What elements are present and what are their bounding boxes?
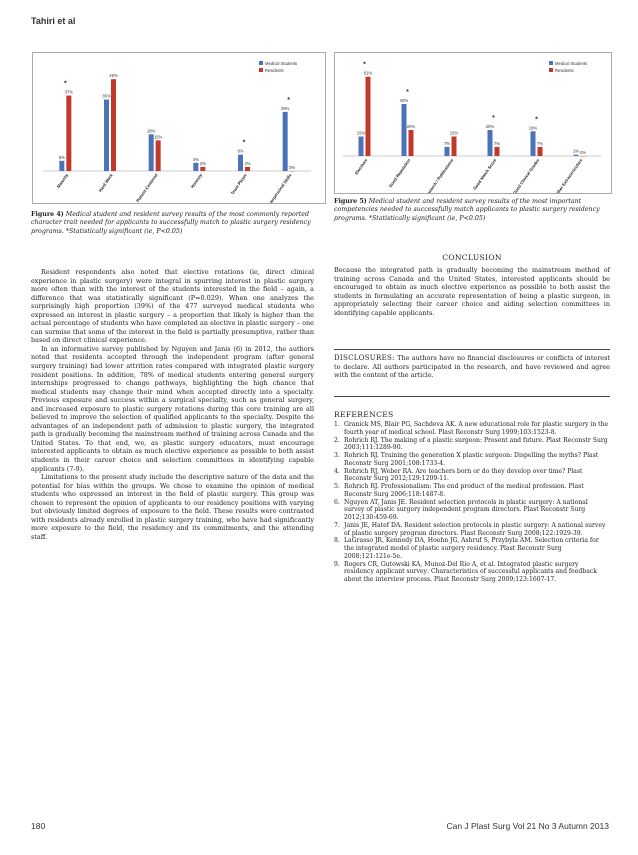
reference-item	[334, 499, 610, 522]
figure-5-chart	[334, 52, 612, 194]
figure-4-chart	[32, 52, 326, 204]
significance-marker: *	[406, 89, 409, 96]
reference-text: Granick MS, Blair PG, Sachdeva AK. A new educational role for plastic surgery in the fourth year of medical school. Plast Reconstr Surg 1999;103:1523-8.	[344, 421, 609, 436]
bar-medical-students	[59, 161, 64, 171]
reference-item	[334, 561, 610, 584]
bar-residents	[495, 147, 500, 156]
data-label: 2%	[244, 160, 251, 166]
reference-number: 7.	[334, 521, 340, 529]
legend-swatch	[259, 68, 263, 72]
data-label: 35%	[102, 93, 111, 99]
figure-4-caption-text: Medical student and resident survey results of the most commonly reported character trait needed for applicants to successfully match to plastic surgery residency programs. *Statistically significant (ie, P<0.05)	[31, 211, 311, 235]
reference-item	[334, 437, 610, 453]
reference-item	[334, 421, 610, 437]
category-tick-label: Good Reputation	[387, 157, 412, 189]
running-head: Tahiri et al	[31, 16, 76, 26]
category-tick-label: Other Extracurriculars	[553, 157, 584, 193]
references-section	[334, 410, 610, 584]
data-label: 18%	[146, 128, 156, 134]
data-label: 20%	[406, 124, 416, 129]
legend-label: Residents	[265, 68, 284, 73]
data-label: 29%	[280, 105, 290, 111]
reference-text: Rohrich RJ. The making of a plastic surgeon: Present and future. Plast Reconstr Surg 2003;111:1289-90.	[344, 436, 608, 452]
left-column-body	[31, 268, 314, 542]
bar-medical-students	[574, 155, 579, 156]
reference-text: LaGrasso JR, Kennedy DA, Hoehn JG, Ashruf S, Przybyla AM. Selection criteria for the integrated model of plastic surgery residency. Plast Reconstr Surg 2008;121:121e-5e.	[344, 537, 599, 560]
significance-marker: *	[535, 116, 538, 124]
legend-swatch	[549, 61, 553, 65]
bar-medical-students	[359, 137, 364, 157]
data-label: 45%	[109, 73, 118, 79]
bar-residents	[366, 77, 371, 156]
reference-text: Rohrich RJ. Training the generation X plastic surgeon: Dispelling the myths? Plast Reconstr Surg 2001;108:1733-4.	[344, 452, 599, 467]
bar-residents	[156, 140, 161, 171]
figure-5-caption-label: Figure 5)	[334, 198, 367, 205]
legend-label: Medical Students	[265, 61, 298, 66]
significance-marker: *	[492, 115, 495, 122]
bar-residents	[452, 137, 457, 157]
data-label: 7%	[536, 140, 544, 146]
reference-number: 5.	[334, 483, 340, 490]
significance-marker: *	[242, 139, 246, 147]
bar-medical-students	[104, 100, 109, 171]
data-label: 40%	[399, 98, 409, 103]
reference-text: Rogers CR, Gutowski KA, Munoz-Del Rio A, et al. Integrated plastic surgery residency applicant survey: Characteristics of successful applicants and feedback about the interview process. Plast Reconstr Surg 2009;123:1607-17.	[344, 560, 597, 583]
data-label: 61%	[363, 70, 373, 76]
data-label: 7%	[493, 140, 501, 146]
bar-residents	[111, 79, 116, 171]
bar-medical-students	[238, 155, 243, 171]
reference-text: Rohrich RJ. Professionalism: The end product of the medical profession. Plast Reconstr Surg 2006;118:1487-8.	[344, 483, 584, 498]
reference-number: 1.	[334, 421, 340, 428]
journal-citation: Can J Plast Surg Vol 21 No 3 Autumn 2013	[446, 821, 609, 831]
conclusion-heading: CONCLUSION	[442, 253, 502, 262]
divider	[334, 396, 610, 397]
category-tick-label: Electives	[353, 157, 369, 176]
body-paragraph: In an informative survey published by Nguyen and Janis (6) in 2012, the authors noted that residents accepted through the independent program (after general surgery training) had lower attrition rates compared with integrated plastic surgery resident positions. In addition, 78% of medical students entering general surgery internships progressed to change pathways, highlighting the high chance that medical students may change their mind when accepted directly into a specialty. Previous exposure and success within a surgical specialty, such as general surgery, and increased exposure to plastic surgery rotations during this core training are all believed to improve the selection of qualified applicants to the specialty. Despite the advantages of an independent path of admission to plastic surgery, the integrated path is gradually becoming the mainstream method of training across Canada and the United States. To that end, we, as plastic surgery educators, must encourage interested applicants to obtain as much elective experience as possible to both assist students in their career choice and selection committees in identifying capable applicants (7-9).	[31, 344, 314, 473]
reference-number: 4.	[334, 467, 340, 475]
reference-number: 6.	[334, 498, 340, 506]
legend-swatch	[259, 61, 263, 65]
references-heading: REFERENCES	[334, 410, 394, 419]
reference-number: 9.	[334, 560, 340, 568]
category-tick-label: Patient-Centered	[135, 172, 159, 203]
bar-residents	[409, 130, 414, 156]
category-tick-label: Maturity	[55, 172, 70, 189]
reference-text: Nguyen AT, Janis JE. Resident selection protocols in plastic surgery: A national survey of plastic surgery independent program directors. Plast Reconstr Surg 2012;130:459-69.	[344, 498, 588, 521]
disclosures-label: DISCLOSURES:	[334, 354, 395, 362]
data-label: 0%	[579, 150, 587, 155]
page-number: 180	[31, 821, 46, 831]
references-list	[334, 421, 610, 584]
data-label: 7%	[443, 140, 451, 146]
figure-5-caption	[334, 198, 610, 223]
data-label: 0%	[289, 165, 296, 170]
legend-swatch	[549, 68, 553, 72]
disclosures-text: The authors have no financial disclosures or conflicts of interest to declare. All authors participated in the research, and have reviewed and agree with the content of the article.	[334, 354, 610, 380]
reference-item	[334, 537, 610, 560]
category-tick-label: Good Clinical Grades	[511, 157, 541, 193]
bar-medical-students	[402, 104, 407, 156]
conclusion-section	[334, 253, 610, 317]
data-label: 5%	[58, 154, 65, 160]
figure-4-caption	[31, 211, 329, 236]
category-tick-label: Honesty	[189, 172, 204, 190]
reference-item	[334, 483, 610, 499]
significance-marker: *	[63, 80, 67, 88]
disclosures-section	[334, 354, 610, 380]
bar-medical-students	[193, 163, 198, 171]
category-tick-label: Hard Work	[97, 172, 114, 193]
bar-residents	[538, 147, 543, 156]
data-label: 15%	[153, 134, 163, 140]
bar-residents	[200, 167, 205, 171]
data-label: 15%	[356, 130, 366, 136]
bar-residents	[66, 96, 71, 171]
bar-medical-students	[445, 147, 450, 156]
bar-medical-students	[283, 112, 288, 171]
reference-item	[334, 468, 610, 484]
reference-text: Janis JE, Hatef DA. Resident selection protocols in plastic surgery: A national survey of plastic surgery program directors. Plast Reconstr Surg 2008;122:1929-39.	[344, 521, 606, 537]
category-tick-label: Good Match Score	[472, 157, 498, 191]
bar-medical-students	[149, 134, 154, 171]
significance-marker: *	[287, 96, 291, 104]
reference-item	[334, 452, 610, 468]
figure-4-svg	[33, 53, 325, 203]
category-tick-label: Interpersonal Skills	[266, 172, 293, 203]
bar-residents	[245, 167, 250, 171]
conclusion-text: Because the integrated path is gradually becoming the mainstream method of training across Canada and the United States, interested applicants should be encouraged to obtain as much elective experience as possible to both assist the students in formulating an accurate representation of being a plastic surgeon, in appropriately selecting their career choice and aiding selection committees in identifying capable applicants.	[334, 266, 610, 317]
divider	[334, 349, 610, 350]
legend-label: Residents	[555, 68, 574, 73]
category-tick-label: Research / Publications	[423, 157, 455, 193]
data-label: 20%	[485, 124, 495, 129]
data-label: 2%	[199, 160, 206, 166]
figure-5-caption-text: Medical student and resident survey results of the most important competencies needed to successfully match applicants to plastic surgery residency programs. *Statistically significant (ie, P<0.05)	[334, 198, 600, 222]
bar-medical-students	[488, 130, 493, 156]
data-label: 19%	[528, 125, 538, 131]
reference-number: 2.	[334, 436, 340, 444]
legend-label: Medical Students	[555, 61, 588, 66]
body-paragraph: Limitations to the present study include the descriptive nature of the data and the potential for bias within the groups. We chose to examine the opinion of medical students who expressed an interest in the field of plastic surgery. This group was chosen to represent the opinion of applicants to our residency positions with varying but obviously limited degrees of exposure to the field. These results were contrasted with residents already enrolled in plastic surgery training, who have had significantly more exposure to the field, the residency and its commitments, and the attending staff.	[31, 473, 314, 541]
data-label: 4%	[192, 156, 199, 162]
data-label: 15%	[449, 130, 459, 136]
figure-5-svg	[335, 53, 611, 193]
reference-number: 3.	[334, 452, 340, 459]
data-label: 37%	[64, 89, 74, 95]
data-label: 8%	[237, 148, 244, 154]
body-paragraph: Resident respondents also noted that elective rotations (ie, direct clinical experience in plastic surgery) were integral in spurring interest in plastic surgery more often than with the interest of the students interested in the field – again, a difference that was statistically significant (P=0.029). When one analyzes the surprisingly high proportion (39%) of the 477 surveyed medical students who expressed an interest in plastic surgery – a proportion that likely is higher than the actual percentage of students who have completed an elective in plastic surgery – one can surmise that some of the interest in the field is partially presumptive, rather than based on direct clinical experience.	[31, 268, 314, 345]
significance-marker: *	[363, 61, 366, 69]
data-label: 1%	[572, 148, 580, 154]
figure-4-caption-label: Figure 4)	[31, 211, 64, 218]
reference-item	[334, 522, 610, 538]
category-tick-label: Team Player	[229, 172, 248, 196]
reference-number: 8.	[334, 537, 340, 545]
reference-text: Rohrich RJ, Weber RA. Are teachers born or do they develop over time? Plast Reconstr Surg 2012;129:1209-11.	[344, 467, 583, 483]
bar-medical-students	[531, 131, 536, 156]
